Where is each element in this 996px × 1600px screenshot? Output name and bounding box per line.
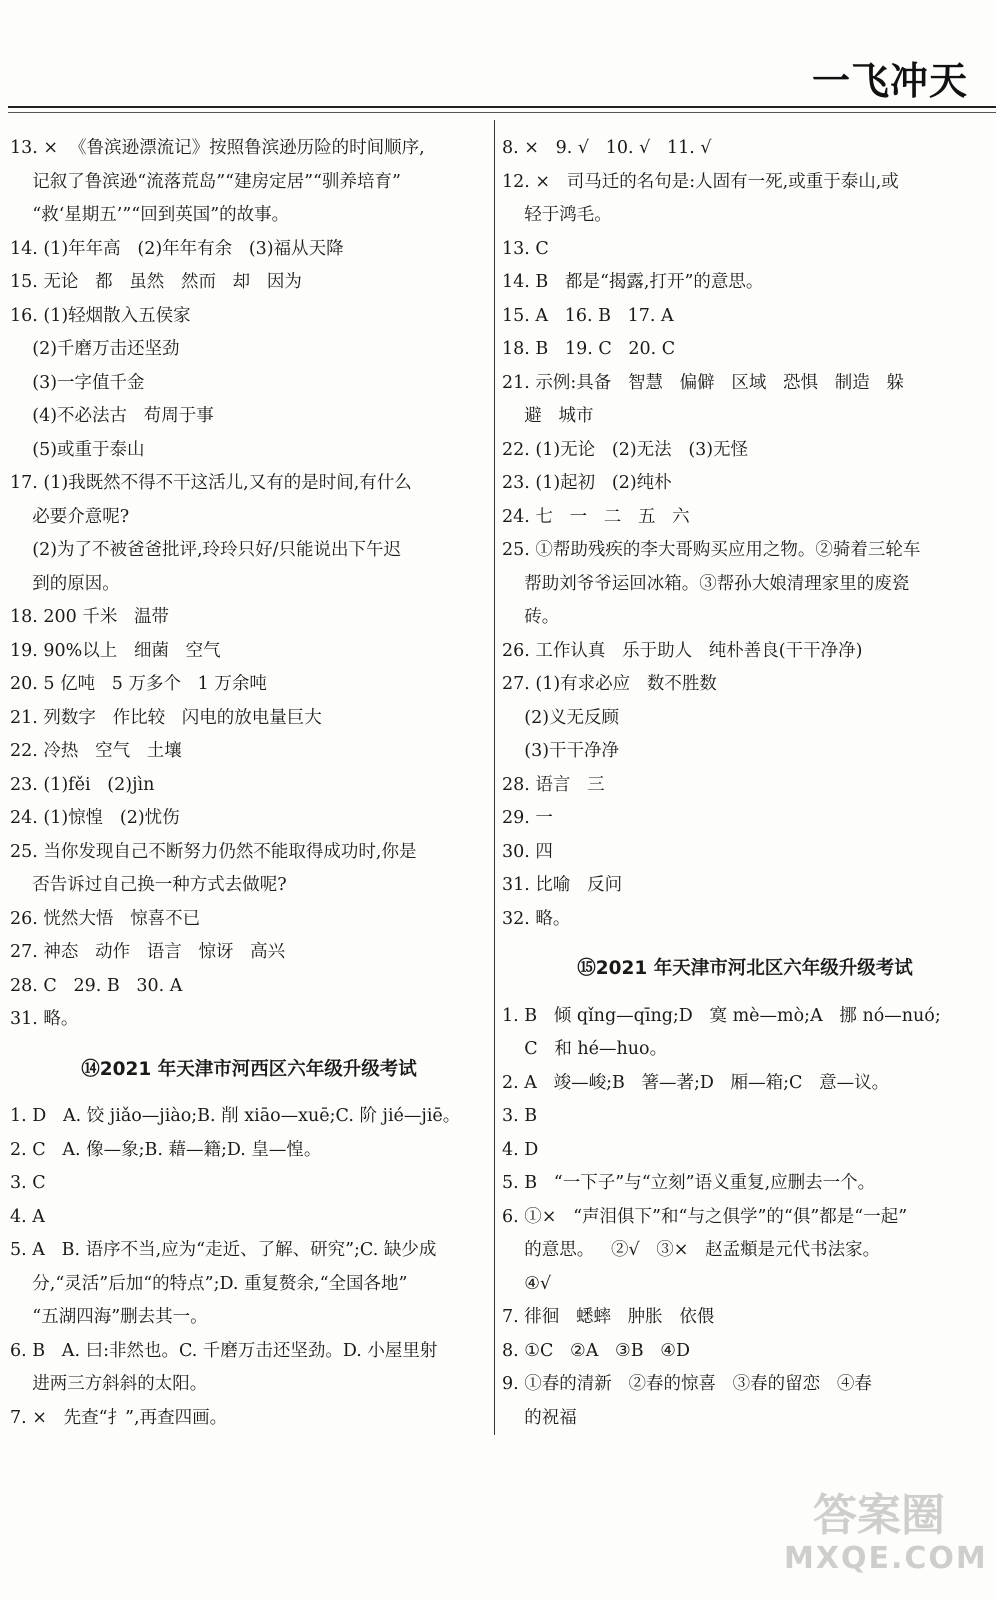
answer-line: 5. B “一下子”与“立刻”语义重复,应删去一个。 — [502, 1173, 876, 1193]
watermark-logo-text: 答案圈 — [813, 1490, 945, 1541]
answer-line: 3. C — [10, 1173, 46, 1193]
answer-line: 6. B A. 曰:非然也。C. 千磨万击还坚劲。D. 小屋里射 — [10, 1340, 438, 1361]
header-subrule — [8, 112, 996, 113]
answer-line: 砖。 — [502, 607, 560, 627]
answer-line: 23. (1)起初 (2)纯朴 — [502, 473, 672, 493]
answer-line: 避 城市 — [502, 406, 594, 426]
answer-line: 20. 5 亿吨 5 万多个 1 万余吨 — [10, 674, 267, 694]
answer-line: 26. 恍然大悟 惊喜不已 — [10, 908, 201, 929]
answer-line: (2)为了不被爸爸批评,玲玲只好/只能说出下午迟 — [10, 540, 401, 560]
answer-line: 15. A 16. B 17. A — [502, 305, 674, 326]
answer-line: 18. 200 千米 温带 — [10, 607, 170, 627]
answer-line: 1. B 倾 qǐng—qīng;D 寞 mè—mò;A 挪 nó—nuó; — [502, 1005, 941, 1026]
answer-line: 23. (1)fěi (2)jìn — [10, 774, 155, 795]
brand-logo: 一飞冲天 — [811, 59, 968, 103]
answer-line: 29. 一 — [502, 808, 553, 828]
answer-line: 16. (1)轻烟散入五侯家 — [10, 305, 191, 326]
answer-line: 22. 冷热 空气 土壤 — [10, 741, 182, 761]
column-divider — [494, 120, 495, 1435]
answer-line: 25. ①帮助残疾的李大哥购买应用之物。②骑着三轮车 — [502, 540, 921, 560]
answer-line: 轻于鸿毛。 — [502, 205, 612, 225]
answer-line: 分,“灵活”后加“的特点”;D. 重复赘余,“全国各地” — [10, 1273, 408, 1294]
right-column — [502, 132, 988, 1435]
answer-line: (3)一字值千金 — [10, 372, 145, 393]
watermark-url: MXQE.COM — [784, 1541, 988, 1576]
answer-line: “救‘星期五’”“回到英国”的故事。 — [10, 205, 290, 225]
answer-line: 28. C 29. B 30. A — [10, 975, 183, 996]
left-column — [10, 132, 488, 1435]
watermark — [784, 1490, 988, 1586]
answer-line: 的意思。 ②√ ③× 赵孟頫是元代书法家。 — [502, 1240, 881, 1260]
answer-line: 帮助刘爷爷运回冰箱。③帮孙大娘清理家里的废瓷 — [502, 573, 910, 594]
answer-line: 8. × 9. √ 10. √ 11. √ — [502, 138, 712, 158]
answer-line: 3. B — [502, 1106, 538, 1126]
answer-line: 到的原因。 — [10, 573, 120, 594]
answer-line: 进两三方斜斜的太阳。 — [10, 1374, 208, 1394]
answer-line: 的祝福 — [502, 1407, 577, 1428]
answer-line: 24. (1)惊惶 (2)忧伤 — [10, 808, 180, 828]
answer-line: 7. 徘徊 蟋蟀 肿胀 依偎 — [502, 1307, 715, 1327]
answer-line: 必要介意呢? — [10, 506, 130, 527]
answer-line: (2)千磨万击还坚劲 — [10, 339, 180, 359]
answer-line: 21. 列数字 作比较 闪电的放电量巨大 — [10, 707, 322, 728]
answer-line: 6. ①× “声泪俱下”和“与之俱学”的“俱”都是“一起” — [502, 1206, 908, 1227]
answer-line: 1. D A. 饺 jiǎo—jiào;B. 削 xiāo—xuē;C. 阶 jié—jiē。 — [10, 1106, 461, 1126]
answer-line: 2. C A. 像—象;B. 藉—籍;D. 皇—惶。 — [10, 1139, 322, 1160]
answer-line: 14. (1)年年高 (2)年年有余 (3)福从天降 — [10, 238, 344, 259]
answer-line: 5. A B. 语序不当,应为“走近、了解、研究”;C. 缺少成 — [10, 1240, 437, 1260]
answer-line: 28. 语言 三 — [502, 774, 605, 795]
answer-line: 31. 略。 — [10, 1009, 79, 1029]
answer-line: (4)不必法古 苟周于事 — [10, 406, 214, 426]
answer-line: 13. × 《鲁滨逊漂流记》按照鲁滨逊历险的时间顺序, — [10, 138, 425, 158]
answer-line: 12. × 司马迁的名句是:人固有一死,或重于泰山,或 — [502, 171, 899, 192]
answer-line: 记叙了鲁滨逊“流落荒岛”“建房定居”“驯养培育” — [10, 171, 401, 192]
section-heading: ⑮2021 年天津市河北区六年级升级考试 — [577, 958, 913, 979]
header-rule — [8, 106, 996, 108]
answer-line: 27. 神态 动作 语言 惊讶 高兴 — [10, 942, 286, 962]
answer-line: 25. 当你发现自己不断努力仍然不能取得成功时,你是 — [10, 841, 417, 862]
answer-line: 4. D — [502, 1139, 539, 1160]
answer-line: 31. 比喻 反问 — [502, 875, 623, 895]
answer-line: 27. (1)有求必应 数不胜数 — [502, 674, 717, 694]
answer-line: 30. 四 — [502, 841, 553, 862]
answer-line: 否告诉过自己换一种方式去做呢? — [10, 875, 287, 895]
answer-line: (3)干干净净 — [502, 741, 620, 761]
answer-line: 17. (1)我既然不得不干这活儿,又有的是时间,有什么 — [10, 473, 412, 493]
answer-line: “五湖四海”删去其一。 — [10, 1307, 208, 1327]
answer-line: 8. ①C ②A ③B ④D — [502, 1340, 690, 1361]
answer-line: 24. 七 一 二 五 六 — [502, 506, 690, 527]
answer-line: 22. (1)无论 (2)无法 (3)无怪 — [502, 439, 749, 460]
answer-line: 4. A — [10, 1206, 45, 1227]
answer-line: 15. 无论 都 虽然 然而 却 因为 — [10, 272, 302, 292]
answer-line: 7. × 先查“扌”,再查四画。 — [10, 1407, 228, 1428]
answer-line: 32. 略。 — [502, 908, 571, 929]
section-heading: ⑭2021 年天津市河西区六年级升级考试 — [81, 1058, 417, 1080]
answer-line: ④√ — [502, 1273, 552, 1294]
answer-line: 14. B 都是“揭露,打开”的意思。 — [502, 272, 764, 292]
answer-line: 19. 90%以上 细菌 空气 — [10, 640, 221, 661]
answer-line: (2)义无反顾 — [502, 707, 620, 728]
answer-line: (5)或重于泰山 — [10, 439, 145, 460]
answer-line: 26. 工作认真 乐于助人 纯朴善良(干干净净) — [502, 640, 863, 661]
answer-line: 18. B 19. C 20. C — [502, 339, 676, 359]
answer-line: C 和 hé—huo。 — [502, 1039, 668, 1059]
answer-line: 21. 示例:具备 智慧 偏僻 区域 恐惧 制造 躲 — [502, 372, 904, 393]
answer-line: 9. ①春的清新 ②春的惊喜 ③春的留恋 ④春 — [502, 1374, 872, 1394]
answer-line: 13. C — [502, 238, 549, 259]
answer-line: 2. A 竣—峻;B 箸—著;D 厢—箱;C 意—议。 — [502, 1072, 890, 1093]
